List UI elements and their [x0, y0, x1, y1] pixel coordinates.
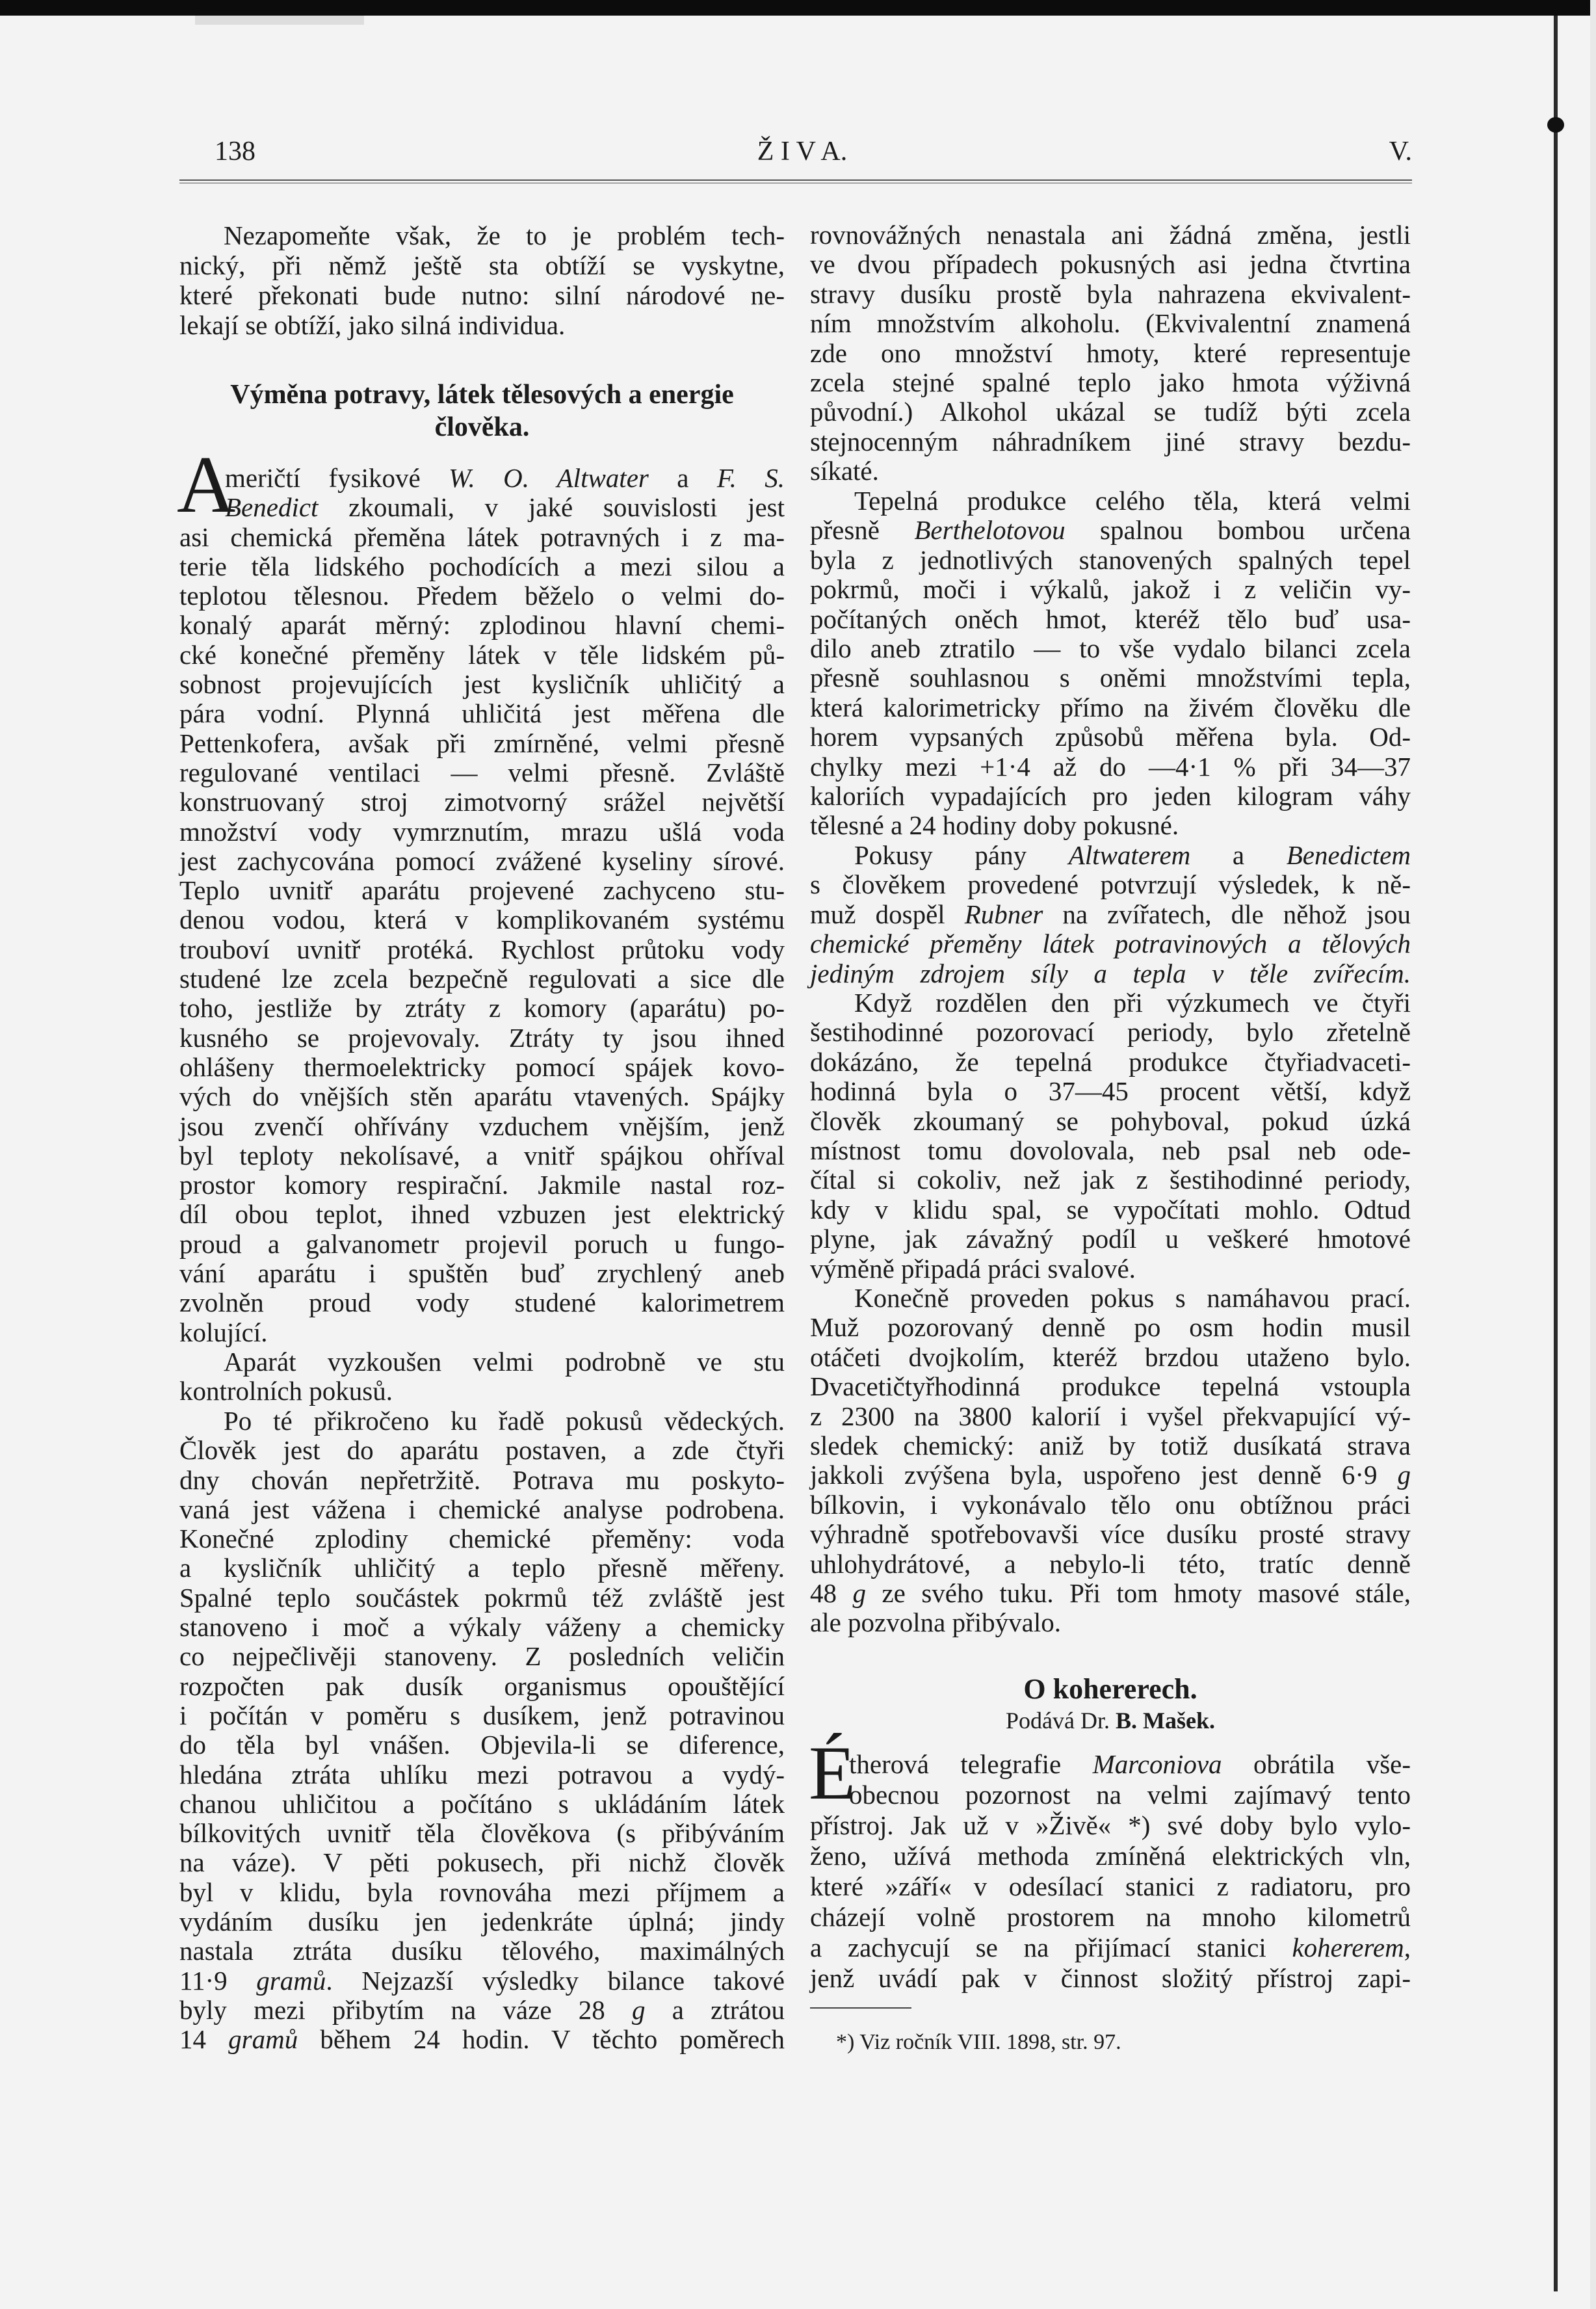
text-line [179, 1583, 785, 1613]
text-line [179, 1672, 785, 1701]
text-span: , [1404, 1933, 1411, 1962]
text-line [810, 456, 1411, 486]
bold-text: B. Mašek. [1115, 1708, 1215, 1734]
text-line [179, 1907, 785, 1936]
italic-text: Marconiova [1092, 1749, 1222, 1779]
text-line [810, 1195, 1411, 1224]
text-span: chylky mezi +1·4 až do —4·1 % při 34—37 [810, 751, 1411, 782]
text-line [810, 280, 1411, 309]
italic-text: W. O. Altwater [449, 463, 649, 493]
text-span: spalnou bombou určena [1065, 515, 1411, 546]
paragraph [810, 988, 1411, 1284]
text-line [810, 1933, 1411, 1963]
text-span: chanou uhličitou a počítáno s ukládáním látek [179, 1788, 785, 1819]
text-span: jakkoli zvýšena byla, uspořeno jest denně 6·9 [810, 1460, 1398, 1490]
text-span: muž dospěl [810, 899, 965, 929]
text-line [810, 693, 1411, 722]
text-span: ohlášeny thermoelektricky pomocí spájek kovo- [179, 1051, 785, 1082]
italic-text: Altwaterem [1068, 840, 1191, 870]
text-line [810, 1490, 1411, 1520]
text-line [810, 427, 1411, 456]
text-line [810, 1431, 1411, 1460]
text-span: zde ono množství hmoty, které representuje [810, 337, 1411, 368]
text-span: Pettenkofera, avšak při zmírněné, velmi přesně [179, 728, 785, 758]
text-span: i počítán v poměru s dusíkem, jenž potravinou [179, 1700, 785, 1730]
text-span: rovnovážných nenastala ani žádná změna, jestli [810, 220, 1411, 250]
text-line [179, 581, 785, 611]
text-span: terie těla lidského pochodících a mezi silou a [179, 551, 785, 581]
text-line [179, 493, 785, 522]
text-line [179, 1966, 785, 1996]
text-span: jest zachycována pomocí zvážené kyseliny sírové. [179, 845, 785, 876]
text-span: jenž uvádí pak v činnost složitý přístroj zapi- [810, 1963, 1411, 1993]
text-line [179, 1318, 785, 1347]
text-span: regulované ventilaci — velmi přesně. Zvláště [179, 757, 785, 787]
text-line [179, 1819, 785, 1848]
text-line [810, 368, 1411, 397]
text-span: a kysličník uhličitý a teplo přesně měřeny. [179, 1553, 785, 1583]
text-span: pára vodní. Plynná uhličitá jest měřena dle [179, 698, 785, 729]
text-span: díl obou teplot, ihned vzbuzen jest elektrický [179, 1199, 785, 1230]
text-span: během 24 hodin. V těchto poměrech [298, 2024, 785, 2055]
text-span: vání aparátu i spuštěn buď zrychlený aneb [179, 1258, 785, 1289]
text-line [179, 1466, 785, 1495]
text-line [810, 516, 1411, 545]
text-span: kontrolních pokusů. [179, 1376, 393, 1406]
text-line [179, 670, 785, 699]
text-span: výměně připadá práci svalové. [810, 1253, 1136, 1284]
text-span: ním množstvím alkoholu. (Ekvivalentní znamená [810, 308, 1411, 339]
text-span: denou vodou, která v komplikovaném systému [179, 904, 785, 935]
text-line [179, 1377, 785, 1406]
text-line [810, 575, 1411, 604]
text-span: therová telegrafie [849, 1749, 1093, 1779]
italic-text: chemické přeměny látek potravinových a tělových [810, 929, 1411, 959]
text-span: uhlohydrátové, a nebylo-li této, tratíc denně [810, 1548, 1411, 1579]
text-line [179, 1112, 785, 1141]
text-span: a zachycují se na přijímací stanici [810, 1933, 1292, 1962]
text-span: Člověk jest do aparátu postaven, a zde čtyři [179, 1435, 785, 1466]
text-line [810, 722, 1411, 752]
text-span: meričtí fysikové [225, 463, 449, 493]
text-span: obrátila vše- [1222, 1749, 1411, 1779]
paragraph [179, 464, 785, 1347]
text-line [810, 870, 1411, 899]
text-span: byla z jednotlivých stanovených spalných tepel [810, 544, 1411, 575]
italic-text: gramů [228, 2024, 298, 2055]
italic-text: Benedict [225, 492, 319, 523]
text-line [810, 1284, 1411, 1313]
text-span: původní.) Alkohol ukázal se tudíž býti zcela [810, 397, 1411, 427]
text-span: konstruovaný stroj zimotvorný srážel největší [179, 787, 785, 817]
italic-text: g [1397, 1460, 1411, 1490]
text-line [179, 1701, 785, 1730]
text-span: ženo, užívá methoda zmíněná elektrických vln, [810, 1841, 1411, 1871]
text-line [179, 1200, 785, 1229]
text-span: 14 [179, 2024, 229, 2055]
text-span: kaloriích vypadajících pro jeden kilogram váhy [810, 780, 1411, 811]
text-line [179, 1495, 785, 1524]
text-line [810, 486, 1411, 516]
text-span: cházejí volně prostorem na mnoho kilometrů [810, 1902, 1411, 1932]
text-span: výhradně spotřebovavši více dusíku prosté stravy [810, 1519, 1411, 1550]
text-line [179, 1789, 785, 1819]
text-span: pokrmů, moči i výkalů, jakož i z veličin vy- [810, 574, 1411, 605]
text-span: Nezapomeňte však, že to je problém tech- [224, 220, 785, 250]
text-span: kolující. [179, 1317, 268, 1347]
text-line [179, 1082, 785, 1111]
text-span: ze svého tuku. Při tom hmoty masové stále, [865, 1577, 1411, 1608]
text-span: byly mezi přibytím na váze 28 [179, 1994, 632, 2025]
text-line [810, 811, 1411, 840]
text-span: Konečně proveden pokus s namáhavou prací. [854, 1283, 1411, 1313]
text-line [179, 1347, 785, 1377]
text-line [179, 1553, 785, 1583]
text-span: stravy dusíku prostě byla nahrazena ekvivalent- [810, 278, 1411, 309]
text-line [179, 1406, 785, 1436]
text-span: nastala ztráta dusíku tělového, maximálných [179, 1936, 785, 1966]
text-span: jsou zvenčí ohřívány vzduchem vnějším, jenž [179, 1111, 785, 1141]
text-line [810, 1077, 1411, 1106]
text-span: konalý aparát měrný: zplodinou hlavní chemi- [179, 610, 785, 640]
text-line [179, 729, 785, 758]
paragraph [810, 220, 1411, 486]
text-line [810, 929, 1411, 958]
article-byline [810, 1707, 1411, 1734]
text-span: Podává Dr. [1006, 1708, 1116, 1734]
text-line [810, 1224, 1411, 1254]
paragraph [179, 1347, 785, 1406]
text-line [810, 988, 1411, 1018]
text-line [179, 250, 785, 280]
paragraph [810, 1284, 1411, 1638]
text-line [810, 663, 1411, 693]
text-line [810, 1460, 1411, 1490]
text-line [179, 935, 785, 964]
text-span: množství vody vymrznutím, mrazu ušlá voda [179, 816, 785, 847]
text-span: z 2300 na 3800 kalorií i vyšel překvapující vý- [810, 1401, 1411, 1431]
text-span: co nejpečlivěji stanoveny. Z posledních veličin [179, 1641, 785, 1672]
text-line [810, 220, 1411, 250]
text-span: Když rozdělen den při výzkumech ve čtyři [854, 988, 1411, 1018]
text-line [179, 1288, 785, 1317]
text-line [179, 1023, 785, 1053]
text-line [810, 1707, 1411, 1734]
scan-border-right [1590, 0, 1596, 2309]
italic-text: Berthelotovou [914, 515, 1066, 546]
text-line [810, 1608, 1411, 1637]
text-line [179, 464, 785, 493]
text-span: přesně [810, 515, 915, 546]
text-line [179, 1141, 785, 1170]
text-line [179, 1730, 785, 1760]
paragraph [810, 1749, 1411, 1994]
text-line [810, 1136, 1411, 1165]
text-span: Výměna potravy, látek tělesových a energie [230, 380, 734, 410]
text-span: zkoumali, v jaké souvislosti jest [318, 492, 785, 523]
footnote: *) Viz ročník VIII. 1898, str. 97. [836, 2030, 1121, 2054]
text-span: vydáním dusíku jen jedenkráte úplná; jindy [179, 1907, 785, 1937]
text-line [810, 782, 1411, 811]
text-line [810, 959, 1411, 988]
text-span: bílkovin, i vykonávalo tělo onu obtížnou práci [810, 1489, 1411, 1520]
text-line [179, 611, 785, 640]
text-span: plyne, jak závažný podíl u veškeré hmotové [810, 1224, 1411, 1254]
text-span: . Nejzazší výsledky bilance takové [326, 1965, 785, 1996]
text-line [810, 1254, 1411, 1284]
article-heading [810, 1673, 1411, 1706]
text-span: dny chován nepřetržitě. Potrava mu poskyto- [179, 1464, 785, 1495]
text-span: a [1190, 840, 1287, 870]
text-line [179, 905, 785, 934]
text-span: ve dvou případech pokusných asi jedna čtvrtina [810, 249, 1411, 280]
text-span: cké konečné přeměny látek v těle lidském pů- [179, 639, 785, 670]
text-span: O kohererech. [1023, 1673, 1197, 1705]
text-span: Konečné zplodiny chemické přeměny: voda [179, 1524, 785, 1554]
text-line [810, 339, 1411, 368]
text-line [810, 1902, 1411, 1933]
text-line [810, 1402, 1411, 1431]
text-span: Spalné teplo součástek pokrmů též zvláště jest [179, 1582, 785, 1613]
text-span: prostor komory respirační. Jakmile nastal roz- [179, 1170, 785, 1200]
text-span: trouboví uvnitř protéká. Rychlost průtoku vody [179, 934, 785, 964]
text-span: kdy v klidu spal, se vypočítati mohlo. Odtud [810, 1194, 1411, 1224]
text-line [810, 900, 1411, 929]
text-span: tělesné a 24 hodiny doby pokusné. [810, 810, 1179, 841]
scan-blot [1547, 117, 1564, 133]
text-line [179, 552, 785, 581]
page-number: 138 [215, 137, 255, 166]
text-line [179, 1760, 785, 1789]
text-span: místnost tomu dovolovala, neb psal neb ode- [810, 1135, 1411, 1165]
text-span: kusného se projevovaly. Ztráty ty jsou ihned [179, 1022, 785, 1053]
text-span: stanoveno i moč a výkaly váženy a chemicky [179, 1612, 785, 1643]
text-line [179, 1878, 785, 1907]
text-span: byl v klidu, byla rovnováha mezi příjmem a [179, 1877, 785, 1907]
text-line [179, 378, 785, 411]
scan-smudge [195, 16, 364, 25]
italic-text: g [852, 1577, 866, 1608]
italic-text: kohererem [1292, 1933, 1404, 1962]
text-line [810, 1810, 1411, 1841]
text-span: studené lze zcela bezpečně regulovati a sice dle [179, 964, 785, 994]
text-line [179, 876, 785, 905]
text-span: Po té přikročeno ku řadě pokusů vědeckých. [224, 1406, 785, 1436]
text-span: hodinná byla o 37—45 procent větší, když [810, 1076, 1411, 1107]
text-line [810, 1048, 1411, 1077]
text-line [810, 309, 1411, 338]
text-line [810, 752, 1411, 782]
paragraph [179, 1406, 785, 2055]
text-span: Tepelná produkce celého těla, která velmi [854, 486, 1411, 516]
text-span: toho, jestliže by ztráty z komory (aparátu) po- [179, 993, 785, 1023]
text-line [810, 1313, 1411, 1342]
text-span: teplotou tělesnou. Předem běželo o velmi do- [179, 581, 785, 611]
text-span: lekají se obtíží, jako silná individua. [179, 310, 566, 340]
italic-text: Rubner [964, 899, 1043, 929]
text-span: vaná jest vážena i chemické analyse podrobena. [179, 1494, 785, 1524]
text-span: zcela stejné spalné teplo jako hmota výživná [810, 367, 1411, 397]
text-line [179, 280, 785, 310]
text-line [810, 1749, 1411, 1780]
text-line [179, 1848, 785, 1877]
text-line [179, 1936, 785, 1966]
text-span: která kalorimetricky přímo na živém člověku dle [810, 692, 1411, 722]
text-line [810, 1673, 1411, 1706]
text-span: Teplo uvnitř aparátu projevené zachyceno stu- [179, 875, 785, 906]
drop-cap: É [809, 1730, 856, 1815]
text-line [179, 1230, 785, 1259]
text-line [810, 841, 1411, 870]
text-span: Pokusy pány [854, 840, 1069, 870]
text-span: vých do vnějších stěn aparátu vtavených. Spájky [179, 1081, 785, 1112]
text-line [179, 411, 785, 443]
paragraph [810, 841, 1411, 988]
text-span: rozpočten pak dusík organismus opouštějící [179, 1670, 785, 1701]
text-line [810, 1780, 1411, 1810]
text-span: člověk zkoumaný se pohyboval, pokud úzká [810, 1105, 1411, 1136]
text-line [179, 1053, 785, 1082]
text-line [179, 847, 785, 876]
text-line [179, 2025, 785, 2054]
text-span: byl teploty nekolísavé, a vnitř spájkou ohříval [179, 1140, 785, 1170]
text-line [810, 397, 1411, 427]
text-line [810, 1343, 1411, 1372]
text-span: nický, při němž ještě sta obtíží se vyskytne, [179, 250, 785, 280]
text-line [810, 634, 1411, 663]
text-line [810, 605, 1411, 634]
text-line [179, 1642, 785, 1671]
text-line [810, 250, 1411, 279]
text-span: přesně souhlasnou s oněmi množstvími tepla, [810, 663, 1411, 693]
text-span: přístroj. Jak už v »Živě« *) své doby bylo vylo- [810, 1810, 1411, 1840]
volume-number: V. [1389, 137, 1412, 166]
text-span: na zvířatech, dle něhož jsou [1043, 899, 1411, 929]
italic-text: g [632, 1994, 646, 2025]
italic-text: Benedictem [1286, 840, 1411, 870]
footnote-rule [810, 2007, 911, 2009]
text-line [179, 1170, 785, 1200]
text-line [179, 1996, 785, 2025]
text-span: proud a galvanometr projevil poruch u fungo- [179, 1228, 785, 1259]
text-line [179, 1436, 785, 1465]
text-line [179, 758, 785, 787]
text-span: horem vypsaných způsobů měřena byla. Od- [810, 722, 1411, 752]
text-span: sledek chemický: aniž by totiž dusíkatá strava [810, 1430, 1411, 1460]
text-span: ale pozvolna přibývalo. [810, 1607, 1061, 1638]
text-span: počítaných oněch hmot, kteréž tělo buď usa- [810, 603, 1411, 634]
text-line [810, 1372, 1411, 1401]
text-line [810, 1579, 1411, 1608]
text-span: bílkovitých uvnitř těla člověkova (s přibýváním [179, 1818, 785, 1849]
text-line [179, 1613, 785, 1642]
text-line [179, 699, 785, 728]
scan-border-top [0, 0, 1596, 16]
text-line [810, 1841, 1411, 1871]
text-line [179, 1259, 785, 1288]
text-span: a ztrátou [645, 1994, 785, 2025]
binding-edge-line [1554, 16, 1558, 2291]
text-span: člověka. [434, 412, 530, 442]
text-span: stejnocenným náhradníkem jiné stravy bezdu- [810, 426, 1411, 456]
text-span: Dvacetičtyřhodinná produkce tepelná vstoupla [810, 1371, 1411, 1402]
text-span: do těla byl vnášen. Objevila-li se diference, [179, 1730, 785, 1760]
text-span: na váze). V pěti pokusech, při nichž člověk [179, 1847, 785, 1878]
article-heading [179, 378, 785, 443]
text-line [810, 1963, 1411, 1994]
text-line [810, 1871, 1411, 1902]
text-line [179, 1524, 785, 1553]
text-span: které »září« v odesílací stanici z radiatoru, pro [810, 1871, 1411, 1901]
text-span: 11·9 [179, 1965, 257, 1996]
text-line [810, 1520, 1411, 1549]
text-line [810, 1550, 1411, 1579]
italic-text: jediným zdrojem síly a tepla v těle zvířecím. [810, 958, 1411, 988]
text-span: čítal si cokoliv, než jak z šestihodinné periody, [810, 1165, 1411, 1195]
paragraph [179, 220, 785, 340]
text-span: šestihodinné pozorovací periody, bylo zřetelně [810, 1017, 1411, 1048]
text-line [810, 1107, 1411, 1136]
text-span: síkaté. [810, 456, 879, 486]
text-span: dokázáno, že tepelná produkce čtyřiadvaceti- [810, 1046, 1411, 1077]
text-line [179, 220, 785, 250]
text-span: zvolněn proud vody studené kalorimetrem [179, 1287, 785, 1318]
text-line [179, 964, 785, 994]
text-line [179, 640, 785, 670]
italic-text: gramů [256, 1965, 326, 1996]
text-line [179, 787, 785, 817]
text-line [179, 817, 785, 847]
drop-cap: A [177, 440, 236, 530]
text-span: Muž pozorovaný denně po osm hodin musil [810, 1312, 1411, 1343]
journal-title: Ž I V A. [757, 137, 848, 166]
text-line [179, 310, 785, 340]
header-rule [179, 179, 1412, 181]
text-span: obecnou pozornost na velmi zajímavý tento [849, 1780, 1411, 1810]
text-span: sobnost projevujících jest kysličník uhličitý a [179, 669, 785, 700]
text-line [810, 1165, 1411, 1194]
text-span: dilo aneb ztratilo — to vše vydalo bilanci zcela [810, 633, 1411, 663]
paragraph [810, 486, 1411, 841]
text-span: Aparát vyzkoušen velmi podrobně ve stu [224, 1347, 785, 1377]
text-line [179, 994, 785, 1023]
text-span: asi chemická přeměna látek potravných i z ma- [179, 521, 785, 552]
text-span: hledána ztráta uhlíku mezi potravou a vydý- [179, 1759, 785, 1789]
text-span: 48 [810, 1577, 853, 1608]
text-span: otáčeti dvojkolím, kteréž brzdou utaženo bylo. [810, 1341, 1411, 1372]
italic-text: F. S. [716, 463, 785, 493]
text-line [810, 546, 1411, 575]
text-span: které překonati bude nutno: silní národové ne- [179, 280, 785, 310]
text-span: s člověkem provedené potvrzují výsledek, k ně- [810, 869, 1411, 900]
text-line [179, 523, 785, 552]
text-span: a [648, 463, 717, 493]
text-line [810, 1018, 1411, 1047]
